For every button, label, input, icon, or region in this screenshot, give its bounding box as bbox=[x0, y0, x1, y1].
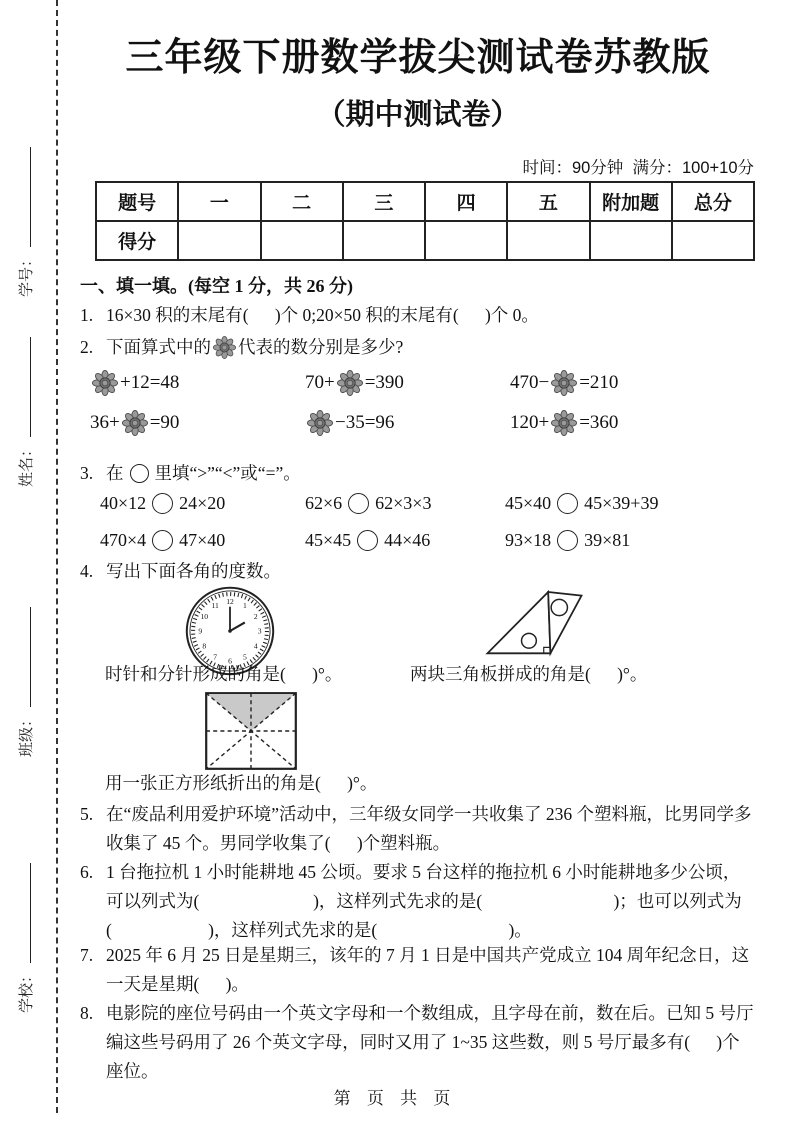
svg-text:8: 8 bbox=[202, 641, 207, 651]
answer-circle-icon bbox=[152, 493, 173, 514]
question-4-text: 写出下面各角的度数。 bbox=[106, 561, 281, 581]
answer-circle-icon bbox=[557, 530, 578, 551]
question-4 bbox=[80, 557, 756, 586]
score-cell-empty bbox=[672, 221, 754, 260]
svg-text:10: 10 bbox=[200, 611, 209, 621]
score-header-cell: 五 bbox=[507, 182, 589, 221]
sunflower-icon bbox=[307, 410, 333, 436]
page-subtitle: （期中测试卷） bbox=[316, 99, 520, 131]
question-2-text bbox=[106, 333, 756, 362]
flower-equation: 36+ =90 bbox=[90, 408, 305, 438]
comparison-item: 470×4 47×40 bbox=[100, 529, 226, 550]
svg-text:6: 6 bbox=[228, 656, 232, 666]
flower-equation: 470− =210 bbox=[510, 368, 750, 398]
comparison-item: 45×40 45×39+39 bbox=[505, 492, 659, 513]
question-2-text-pre: 下面算式中的 bbox=[106, 337, 211, 357]
answer-circle-icon bbox=[557, 493, 578, 514]
comparison-grid bbox=[100, 489, 750, 554]
sunflower-icon bbox=[337, 370, 363, 396]
sunflower-icon bbox=[551, 410, 577, 436]
question-3-text: 在 里填“>”“<”或“=”。 bbox=[106, 463, 301, 483]
score-table bbox=[95, 181, 755, 261]
score-cell-empty bbox=[261, 221, 343, 260]
set-square-hole bbox=[522, 633, 537, 648]
score-cell-empty bbox=[178, 221, 260, 260]
score-table-score-row bbox=[96, 221, 754, 260]
footer-page-number: 第 页 共 页 bbox=[333, 1089, 457, 1108]
score-header-cell: 总分 bbox=[672, 182, 754, 221]
sidebar-field-name bbox=[15, 337, 35, 487]
score-header-cell: 附加题 bbox=[590, 182, 672, 221]
clock-angle-caption: 时针和分针形成的角是( )°。 bbox=[105, 664, 343, 684]
score-cell-empty bbox=[590, 221, 672, 260]
paper-content bbox=[80, 0, 756, 1121]
question-3 bbox=[80, 459, 756, 488]
answer-circle-icon bbox=[348, 493, 369, 514]
svg-text:12: 12 bbox=[226, 597, 234, 606]
question-6 bbox=[80, 858, 756, 945]
comparison-item: 45×45 44×46 bbox=[305, 529, 431, 550]
flower-equation: +12=48 bbox=[90, 368, 305, 398]
flower-equation: 120+ =360 bbox=[510, 408, 750, 438]
two-set-squares-figure bbox=[483, 589, 583, 657]
answer-circle-icon bbox=[152, 530, 173, 551]
set-squares-angle-caption: 两块三角板拼成的角是( )°。 bbox=[410, 664, 648, 684]
question-1-number: 1. bbox=[80, 305, 94, 325]
comparison-item: 62×6 62×3×3 bbox=[305, 492, 432, 513]
student-id-blank-line bbox=[19, 147, 31, 247]
sidebar-field-class bbox=[15, 607, 35, 757]
svg-text:2: 2 bbox=[253, 611, 258, 621]
school-label: 学校： bbox=[18, 967, 35, 1013]
score-table-header-row bbox=[96, 182, 754, 221]
svg-text:9: 9 bbox=[198, 626, 203, 636]
flower-equations-grid bbox=[90, 368, 750, 438]
question-2-text-post: 代表的数分别是多少? bbox=[238, 337, 404, 357]
score-header-cell: 二 bbox=[261, 182, 343, 221]
sidebar-field-school bbox=[15, 863, 35, 1013]
question-2-number: 2. bbox=[80, 337, 94, 357]
answer-circle-icon bbox=[130, 464, 149, 483]
question-7-text: 2025 年 6 月 25 日是星期三，该年的 7 月 1 日是中国共产党成立 104 周年纪念日，这一天是星期( )。 bbox=[106, 945, 750, 994]
score-row-label: 得分 bbox=[96, 221, 178, 260]
question-1-text: 16×30 积的末尾有( )个 0;20×50 积的末尾有( )个 0。 bbox=[106, 305, 539, 325]
question-5-number: 5. bbox=[80, 804, 94, 824]
question-5-text: 在“废品利用爱护环境”活动中，三年级女同学一共收集了 236 个塑料瓶，比男同学多收集了 45 个。男同学收集了( )个塑料瓶。 bbox=[106, 804, 752, 853]
question-7 bbox=[80, 941, 756, 999]
name-label: 姓名： bbox=[18, 441, 35, 487]
flower-equation: −35=96 bbox=[305, 408, 510, 438]
sidebar-field-student-id bbox=[15, 147, 35, 297]
set-square-hole bbox=[551, 599, 567, 615]
question-8-number: 8. bbox=[80, 1003, 94, 1023]
sunflower-icon bbox=[92, 370, 118, 396]
question-6-number: 6. bbox=[80, 862, 94, 882]
class-blank-line bbox=[19, 607, 31, 707]
folded-square-caption: 用一张正方形纸折出的角是( )°。 bbox=[105, 773, 378, 793]
score-header-cell: 题号 bbox=[96, 182, 178, 221]
binding-dashed-line bbox=[56, 0, 58, 1113]
sunflower-icon bbox=[213, 336, 236, 359]
score-header-cell: 三 bbox=[343, 182, 425, 221]
svg-text:1: 1 bbox=[242, 600, 247, 610]
school-blank-line bbox=[19, 863, 31, 963]
exam-meta: 时间：90分钟 满分：100+10分 bbox=[522, 159, 754, 177]
sunflower-icon bbox=[551, 370, 577, 396]
comparison-item: 40×12 24×20 bbox=[100, 492, 226, 513]
page-title: 三年级下册数学拔尖测试卷苏教版 bbox=[125, 37, 711, 79]
score-header-cell: 四 bbox=[425, 182, 507, 221]
svg-text:5: 5 bbox=[242, 652, 247, 662]
section-one-heading: 一、填一填。(每空 1 分，共 26 分) bbox=[80, 276, 353, 296]
question-2 bbox=[80, 333, 756, 362]
svg-text:7: 7 bbox=[213, 652, 218, 662]
score-cell-empty bbox=[343, 221, 425, 260]
score-header-cell: 一 bbox=[178, 182, 260, 221]
flower-equation: 70+ =390 bbox=[305, 368, 510, 398]
sunflower-icon bbox=[122, 410, 148, 436]
score-cell-empty bbox=[507, 221, 589, 260]
question-8 bbox=[80, 999, 756, 1086]
class-label: 班级： bbox=[18, 711, 35, 757]
question-8-text: 电影院的座位号码由一个英文字母和一个数组成，且字母在前，数在后。已知 5 号厅编这些号码用了 26 个英文字母，同时又用了 1~35 这些数，则 5 号厅最多有( )个座位。 bbox=[106, 1003, 754, 1081]
question-4-number: 4. bbox=[80, 561, 94, 581]
name-blank-line bbox=[19, 337, 31, 437]
question-3-number: 3. bbox=[80, 463, 94, 483]
folded-square-paper-figure bbox=[205, 692, 297, 770]
comparison-item: 93×18 39×81 bbox=[505, 529, 631, 550]
answer-circle-icon bbox=[357, 530, 378, 551]
question-7-number: 7. bbox=[80, 945, 94, 965]
question-1 bbox=[80, 301, 756, 330]
question-5 bbox=[80, 800, 756, 858]
question-6-text: 1 台拖拉机 1 小时能耕地 45 公顷。要求 5 台这样的拖拉机 6 小时能耕地多少公顷，可以列式为( )，这样列式先求的是( )；也可以列式为( )，这样列式先求的是( )。 bbox=[106, 862, 742, 940]
student-id-label: 学号： bbox=[18, 251, 35, 297]
svg-text:4: 4 bbox=[253, 641, 258, 651]
svg-text:3: 3 bbox=[257, 626, 262, 636]
svg-text:11: 11 bbox=[211, 600, 219, 610]
score-cell-empty bbox=[425, 221, 507, 260]
